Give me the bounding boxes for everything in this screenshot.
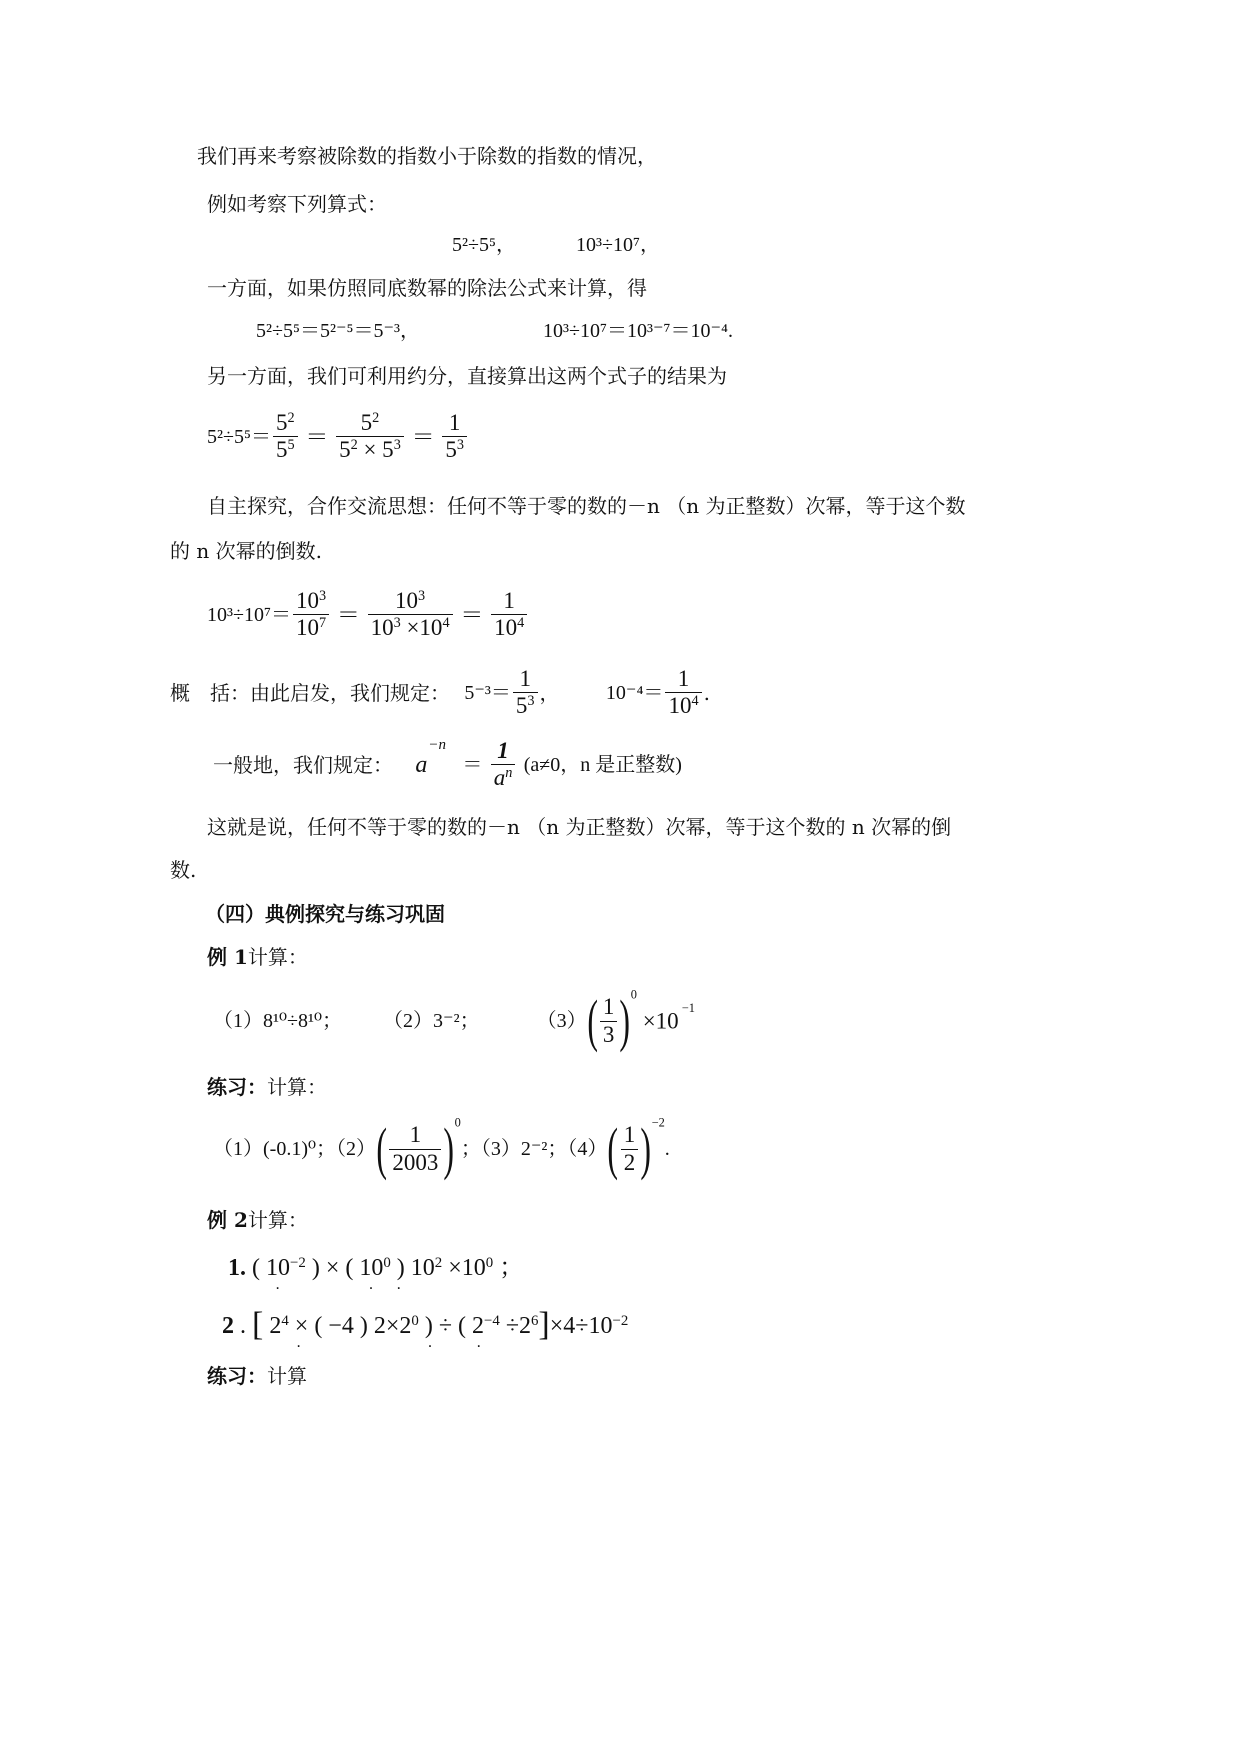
practice-label: 练习： [207,1364,267,1388]
paragraph-example: 例如考察下列算式： [207,192,387,216]
example-label: 例 1 [207,945,248,969]
summary-line: 概 括：由此启发，我们规定： 5⁻³＝ $\frac{1}{5^3}$ ， 10⁻⁴＝ $\frac{1}{10^4}$ . [170,666,710,719]
example-label: 例 2 [207,1208,248,1232]
example-2-heading [207,1210,308,1230]
paragraph-meaning: 这就是说，任何不等于零的数的－n （n 为正整数）次幂，等于这个数的 n 次幂的倒 [207,815,952,839]
general-rule-line: 一般地，我们规定： $a^{-n}$ ＝ $\frac{1}{a^n}$ (a≠0，n 是正整数) [213,737,682,791]
paragraph-explore: 自主探究，合作交流思想：任何不等于零的数的－n （n 为正整数）次幂，等于这个数 [207,494,966,518]
general-prefix: 一般地，我们规定： [213,752,393,777]
result-5: 5²÷5⁵＝5²⁻⁵＝5⁻³， [256,320,421,342]
example-1-heading [207,947,308,967]
expression-5: 5²÷5⁵， [452,234,516,256]
example-text: 计算： [247,1208,308,1232]
expression-10: 10³÷10⁷， [576,234,660,256]
practice-text: 计算： [267,1075,327,1099]
ex1-item-1: （1）8¹⁰÷8¹⁰； [213,1010,343,1032]
paragraph-meaning-cont: 数. [170,858,197,882]
example-text: 计算： [247,945,308,969]
ex1-item-2: （2）3⁻²； [383,1010,480,1032]
practice-item-1: （1）(-0.1)⁰；（2） [213,1138,376,1160]
example-2-item-2: 2 . [ $2^4$ × . ( −4 ) $2\times 2^0$ ) . ÷ ( 2 $.^{-4} \div 2^6]\times 4\div 10^{-2}$ [222,1308,628,1342]
practice-text: 计算 [267,1364,307,1388]
example-2-item-1: 1. ( 10 .$^{-2}$ ) × ( 10 .$^0$ ) $10^2 \times 10^0$ ； [228,1256,523,1280]
summary-prefix: 概 括：由此启发，我们规定： [170,680,450,705]
equation-lhs: 10³÷10⁷＝ [207,603,291,626]
paragraph-intro: 我们再来考察被除数的指数小于除数的指数的情况， [197,144,657,168]
practice-2-heading [207,1366,307,1386]
rule-5: 5⁻³＝ [464,681,511,704]
section-heading: （四）典例探究与练习巩固 [205,902,445,926]
rule-10: 10⁻⁴＝ [605,681,664,704]
equation-lhs: 5²÷5⁵＝ [207,425,271,448]
paragraph-one-side: 一方面，如果仿照同底数幂的除法公式来计算，得 [207,276,647,300]
practice-label: 练习： [207,1075,267,1099]
practice-item-3: ；（3）2⁻²；（4） [460,1138,608,1160]
equation-10-reduction: 10³÷10⁷＝ $\frac{10^3}{10^7}$ ＝ $\frac{10^3}{10^3 \times 10^4}$ ＝ $\frac{1}{10^4}$ [207,588,529,642]
equation-5-reduction: 5²÷5⁵＝ $\frac{5^2}{5^5}$ ＝ $\frac{5^2}{5^2 \times 5^3}$ ＝ $\frac{1}{5^3}$ [207,410,469,464]
ex1-item-3: （3） [536,1010,587,1032]
paragraph-other-side: 另一方面，我们可利用约分，直接算出这两个式子的结果为 [207,364,727,388]
example-1-items: （1）8¹⁰÷8¹⁰； （2）3⁻²； （3）( $\frac{1}{3}$ )$^0$ ×10 $^{-1}$ [213,987,695,1053]
general-condition: (a≠0，n 是正整数) [523,753,682,776]
practice-1-heading [207,1077,327,1097]
result-10: 10³÷10⁷＝10³⁻⁷＝10⁻⁴. [543,320,733,342]
paragraph-explore-cont: 的 n 次幂的倒数. [170,539,322,563]
practice-1-items: （1）(-0.1)⁰；（2）( $\frac{1}{2003}$ )$^0$；（3）2⁻²；（4）( $\frac{1}{2}$ )$^{-2}$. [213,1115,670,1181]
